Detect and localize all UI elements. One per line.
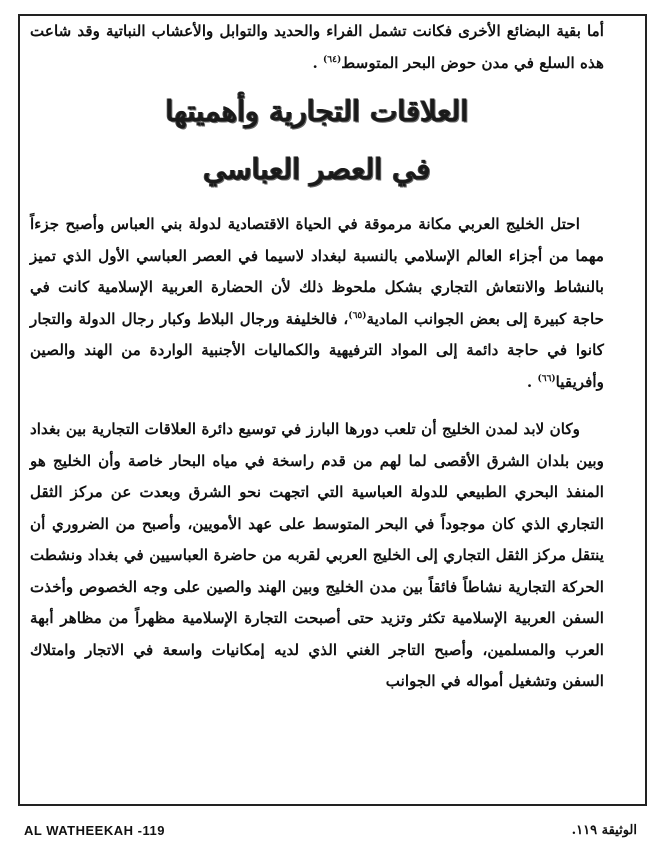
intro-end: . [312,53,318,72]
footer-english-page-label: AL WATHEEKAH -119 [24,822,165,838]
paragraph-2 [30,414,604,698]
footnote-ref-66[interactable]: (٦٦) [537,373,556,384]
intro-paragraph [30,16,604,79]
footer-arabic-page-label: الوثيقة ١١٩. [571,822,637,838]
paragraph-1-end: . [526,372,533,391]
paragraph-1-text-a: احتل الخليج العربي مكانة مرموقة في الحياة الاقتصادية لدولة بني العباس وأصبح جزءاً مهما من أجزاء العالم الإسلامي بالنسبة لبغداد لاسيما في العصر العباسي الأول الذي تميز بالنشاط والانتعاش التجاري بشكل ملحوظ ذلك لأن الحضارة العربية الإسلامية كانت في حاجة كبيرة إلى بعض الجوانب المادية [30,215,604,328]
footnote-ref-65[interactable]: (٦٥) [348,310,367,321]
footnote-ref-64[interactable]: (٦٤) [323,54,342,65]
article-body [30,16,604,698]
section-title-line-1: العلاقات التجارية وأهميتها [165,94,469,128]
section-title-line-2: في العصر العباسي [203,152,431,186]
intro-text: أما بقية البضائع الأخرى فكانت تشمل الفراء والحديد والتوابل والأعشاب النباتية وقد شاعت هذه السلع في مدن حوض البحر المتوسط [30,22,604,72]
paragraph-2-text: وكان لابد لمدن الخليج أن تلعب دورها البارز في توسيع دائرة العلاقات التجارية بين بغداد وبين بلدان الشرق الأقصى لما لهم من قدم راسخة في مياه البحار خاصة وأن الخليج هو المنفذ البحري الطبيعي للدولة العباسية التي اتجهت نحو الشرق وبعدت عن مركز الثقل التجاري الذي كان موجوداً في البحر المتوسط على عهد الأمويين، وأصبح من الضروري أن ينتقل مركز الثقل التجاري إلى الخليج العربي لقربه من حاضرة العباسيين في بغداد ونشطت الحركة التجارية نشاطاً فائقاً بين مدن الخليج وبين الهند والصين على وجه الخصوص وأخذت السفن العربية الإسلامية تكثر وتزيد حتى أصبحت التجارة الإسلامية مظهراً من مظاهر أبهة العرب والمسلمين، وأصبح التاجر الغني الذي لديه إمكانيات واسعة في الاتجار وامتلاك السفن وتشغيل أمواله في الجوانب [30,420,604,690]
paragraph-1 [30,209,604,398]
paragraph-1-text-b: ، فالخليفة ورجال البلاط وكبار رجال الدولة والتجار كانوا في حاجة دائمة إلى المواد الترفيهية والكماليات الأجنبية الواردة من الهند والصين وأفريقيا [30,309,604,391]
page-footer [24,818,637,842]
